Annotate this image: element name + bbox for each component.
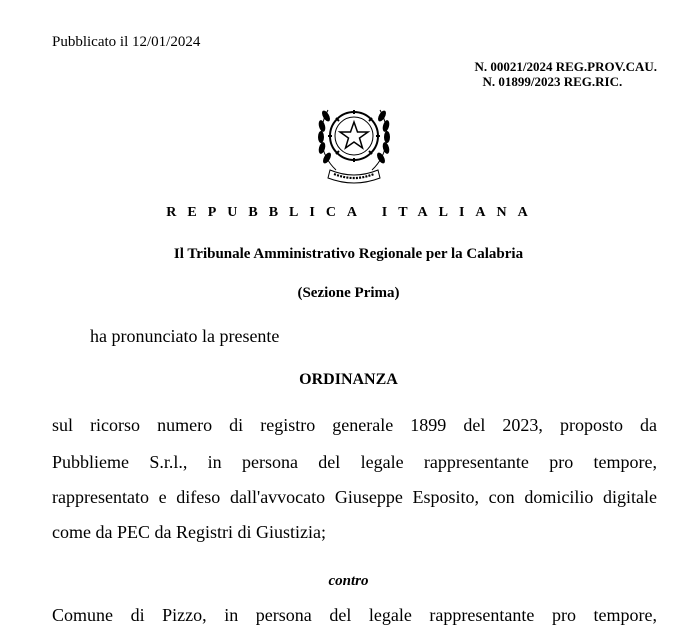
emblem-of-italy-icon <box>314 98 394 186</box>
section-heading: (Sezione Prima) <box>297 285 400 301</box>
tribunal-heading: Il Tribunale Amministrativo Regionale per la Calabria <box>173 246 524 262</box>
document-type-heading: ORDINANZA <box>299 371 398 388</box>
registry-numbers <box>475 59 658 89</box>
contro-heading: contro <box>328 573 369 589</box>
body-line-after-contro: Comune di Pizzo, in persona del legale rappresentante pro tempore, <box>52 605 657 625</box>
reg-ric-number: N. 01899/2023 REG.RIC. <box>482 74 623 89</box>
republic-heading: REPUBBLICA ITALIANA <box>166 205 539 220</box>
body-line-3: rappresentato e difeso dall'avvocato Giuseppe Esposito, con domicilio digitale <box>52 487 657 507</box>
publication-date: Pubblicato il 12/01/2024 <box>52 34 201 50</box>
body-line-1: sul ricorso numero di registro generale 1899 del 2023, proposto da <box>52 415 657 435</box>
reg-prov-cau-number: N. 00021/2024 REG.PROV.CAU. <box>474 59 657 74</box>
body-line-4: come da PEC da Registri di Giustizia; <box>52 522 326 542</box>
body-line-2: Pubblieme S.r.l., in persona del legale rappresentante pro tempore, <box>52 452 657 472</box>
pronounced-text: ha pronunciato la presente <box>90 326 280 346</box>
